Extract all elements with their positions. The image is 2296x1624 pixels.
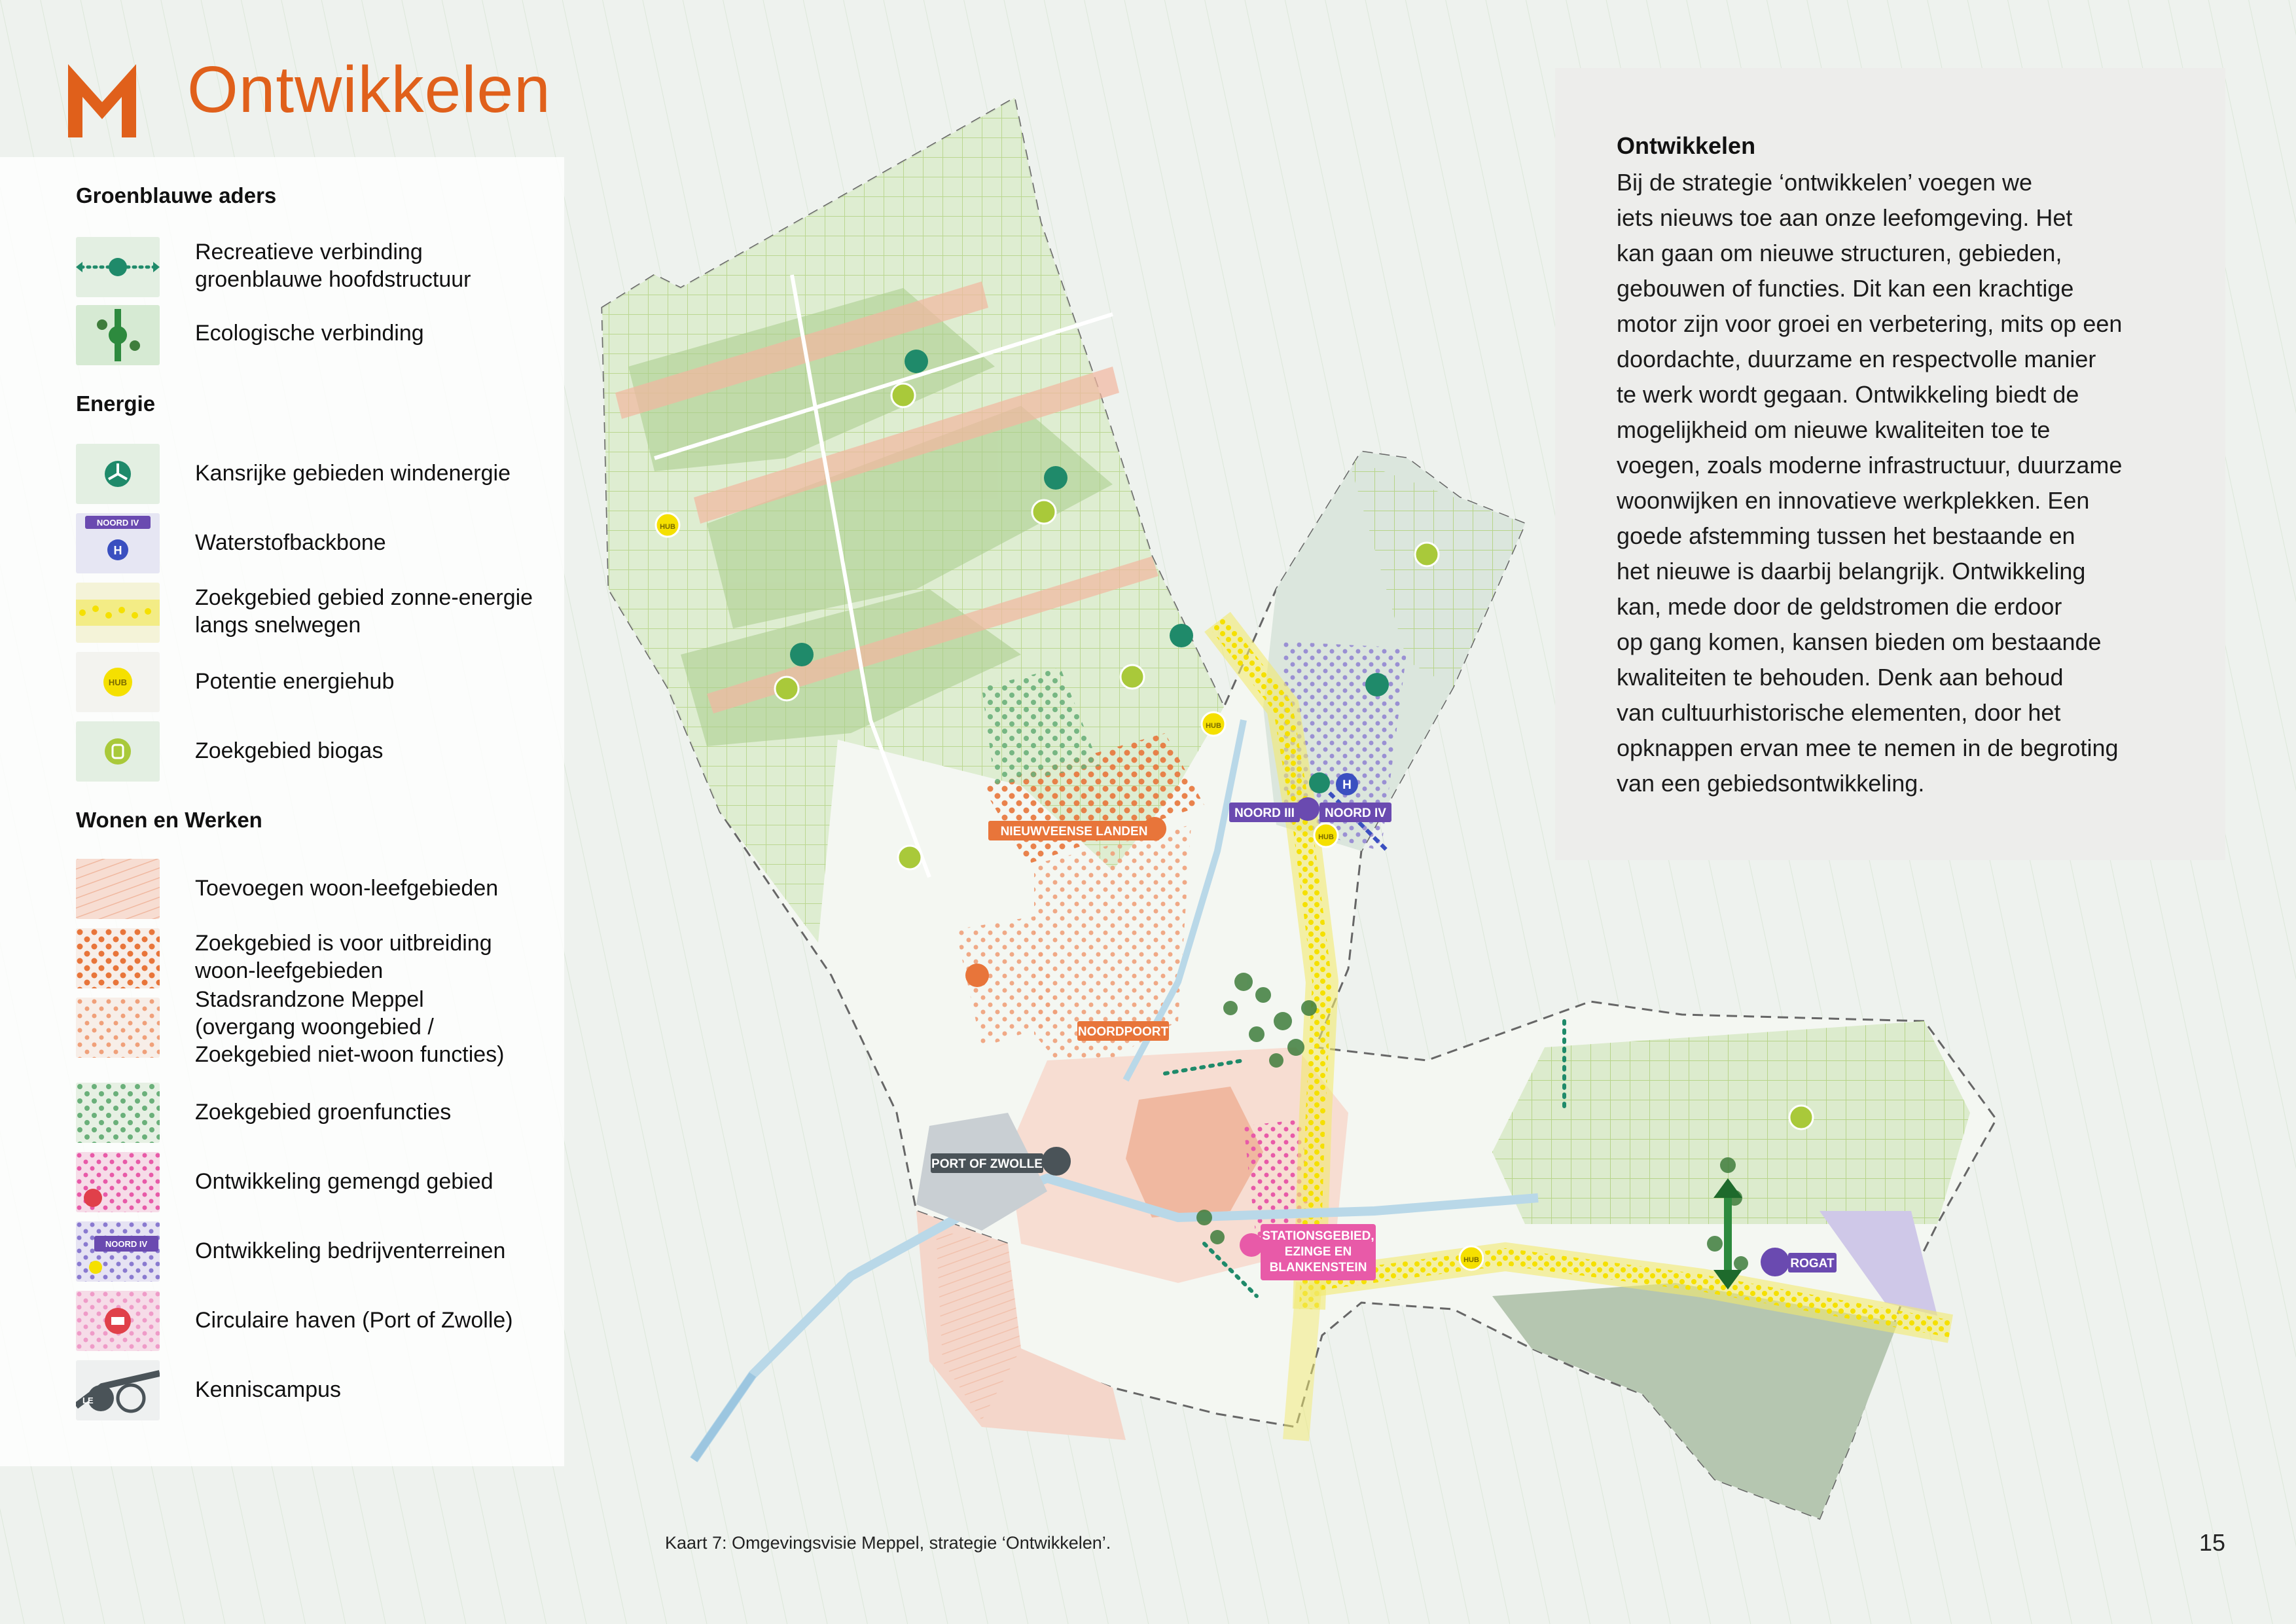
legend-panel xyxy=(0,157,564,1466)
info-body: Bij de strategie ‘ontwikkelen’ voegen we iets nieuws toe aan onze leefomgeving. Het kan gaan om nieuwe structuren, gebieden, gebouwen of functies. Dit kan een krachtige motor zijn voor groei en verbetering, mits op een doordachte, duurzame en respectvolle manier te werk wordt gegaan. Ontwikkeling biedt de mogelijkheid om nieuwe kwaliteiten toe te voegen, zoals moderne infrastructuur, duurzame woonwijken en innovatieve werkplekken. Een goede afstemming tussen het bestaande en het nieuwe is daarbij belangrijk. Ontwikkeling kan, mede door de geldstromen die erdoor op gang komen, kansen bieden om bestaande kwaliteiten te behouden. Denk aan behoud van cultuurhistorische elementen, door het opknappen ervan mee te nemen in de begroting van een gebiedsontwikkeling. xyxy=(1617,169,2123,797)
solar-icon xyxy=(76,583,160,643)
legend-label: Zoekgebied is voor uitbreiding woon-leefgebieden xyxy=(195,931,492,983)
hydrogen-icon-label: H xyxy=(1342,778,1352,792)
hydrogen-icon xyxy=(76,513,160,573)
legend-item-groenfuncties xyxy=(76,1083,560,1146)
svg-text:HUB: HUB xyxy=(1206,722,1221,730)
svg-text:NOORD IV: NOORD IV xyxy=(105,1239,148,1249)
meppel-logo xyxy=(68,64,136,137)
svg-text:ROGAT: ROGAT xyxy=(1790,1257,1835,1271)
legend-item-bedrijventerreinen xyxy=(76,1221,560,1284)
legend-item-woon-leefgebieden xyxy=(76,859,560,922)
legend-label: Waterstofbackbone xyxy=(195,530,386,555)
legend-label: Kansrijke gebieden windenergie xyxy=(195,461,511,486)
legend-item-gemengd-gebied xyxy=(76,1152,560,1215)
svg-text:LE: LE xyxy=(82,1396,94,1405)
svg-text:NOORDPOORT: NOORDPOORT xyxy=(1077,1025,1169,1039)
map-caption: Kaart 7: Omgevingsvisie Meppel, strategie ‘Ontwikkelen’. xyxy=(665,1533,1111,1553)
legend-heading-groenblauwe: Groenblauwe aders xyxy=(76,183,277,208)
svg-text:HUB: HUB xyxy=(1463,1256,1479,1264)
biogas-icon xyxy=(76,721,160,782)
svg-text:NOORD IV: NOORD IV xyxy=(96,518,139,528)
legend-item-stadsrandzone xyxy=(76,987,560,1067)
mixed-area-swatch xyxy=(76,1152,160,1212)
svg-text:HUB: HUB xyxy=(660,523,675,531)
page-title: Ontwikkelen xyxy=(187,53,551,126)
wind-icon xyxy=(76,444,160,504)
legend-item-uitbreiding-woon xyxy=(76,928,560,991)
legend-label: Potentie energiehub xyxy=(195,669,395,694)
legend-item-circulaire-haven xyxy=(76,1291,560,1354)
highway-a28-south xyxy=(1296,1283,1309,1440)
legend-item-recreatieve-verbinding xyxy=(76,237,560,300)
home-icon xyxy=(965,964,989,987)
svg-text:PORT OF ZWOLLE: PORT OF ZWOLLE xyxy=(931,1157,1043,1171)
legend-label: Stadsrandzone Meppel (overgang woongebied / Zoekgebied niet-woon functies) xyxy=(195,987,505,1067)
legend-item-energiehub xyxy=(76,652,560,715)
campus-icon xyxy=(76,1360,160,1420)
living-area-swatch xyxy=(76,859,160,919)
legend-item-windenergie xyxy=(76,444,560,507)
svg-text:EZINGE EN: EZINGE EN xyxy=(1284,1245,1352,1259)
green-search-swatch xyxy=(76,1083,160,1143)
legend-label: Toevoegen woon-leefgebieden xyxy=(195,876,499,901)
legend-label: Zoekgebied biogas xyxy=(195,738,384,763)
legend-heading-wonen-werken: Wonen en Werken xyxy=(76,808,262,832)
legend-label: Ontwikkeling bedrijventerreinen xyxy=(195,1238,506,1263)
page-number: 15 xyxy=(2199,1529,2226,1556)
recreational-link-icon xyxy=(76,237,160,297)
legend-label: Recreatieve verbinding groenblauwe hoofdstructuur xyxy=(195,240,471,292)
business-area-swatch xyxy=(76,1221,160,1282)
living-search-swatch xyxy=(76,928,160,988)
label-noordpoort xyxy=(1077,1021,1169,1041)
svg-text:NIEUWVEENSE LANDEN: NIEUWVEENSE LANDEN xyxy=(1000,825,1148,839)
svg-text:HUB: HUB xyxy=(108,677,128,687)
legend-label: Zoekgebied gebied zonne-energie langs snelwegen xyxy=(195,585,533,638)
info-title: Ontwikkelen xyxy=(1617,132,1756,159)
legend-item-kenniscampus xyxy=(76,1360,560,1423)
label-noord-iv xyxy=(1319,803,1391,822)
legend-label: Circulaire haven (Port of Zwolle) xyxy=(195,1308,513,1333)
svg-text:H: H xyxy=(113,544,122,557)
legend-label: Kenniscampus xyxy=(195,1377,342,1402)
legend-heading-energie: Energie xyxy=(76,391,156,416)
legend-label: Ecologische verbinding xyxy=(195,321,424,346)
svg-text:NOORD III: NOORD III xyxy=(1234,806,1295,820)
legend-label: Zoekgebied groenfuncties xyxy=(195,1100,452,1125)
info-box xyxy=(1555,68,2225,860)
legend-item-biogas xyxy=(76,721,560,784)
svg-text:BLANKENSTEIN: BLANKENSTEIN xyxy=(1269,1261,1367,1274)
legend-item-zonne-energie xyxy=(76,583,560,645)
svg-text:HUB: HUB xyxy=(1318,833,1334,841)
legend-item-waterstofbackbone xyxy=(76,513,560,576)
svg-text:NOORD IV: NOORD IV xyxy=(1325,806,1386,820)
energy-hub-icon xyxy=(76,652,160,712)
edge-zone-swatch xyxy=(76,998,160,1058)
harbour-icon xyxy=(76,1291,160,1351)
svg-text:STATIONSGEBIED,: STATIONSGEBIED, xyxy=(1262,1229,1374,1243)
legend-item-ecologische-verbinding xyxy=(76,305,560,368)
legend-label: Ontwikkeling gemengd gebied xyxy=(195,1169,493,1194)
ecological-link-icon xyxy=(76,305,160,365)
